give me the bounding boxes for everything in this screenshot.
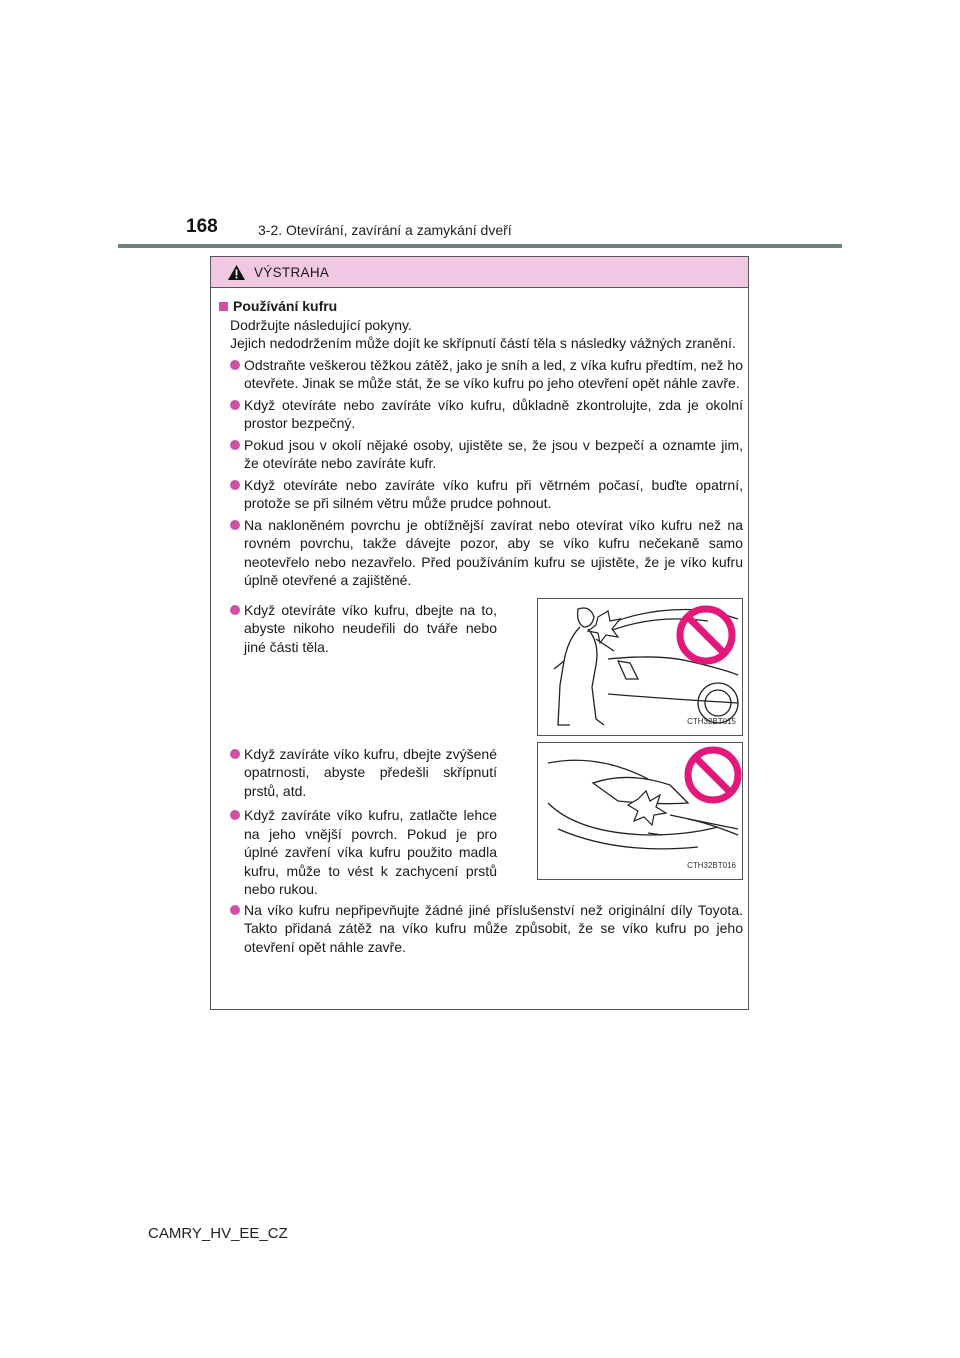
list-item	[219, 745, 497, 801]
illustration-trunk-opening	[537, 598, 743, 736]
list-item	[219, 356, 743, 393]
intro-line: Jejich nedodržením může dojít ke skřípnutí částí těla s následky vážných zranění.	[230, 335, 736, 351]
bullet-dot-icon	[230, 905, 240, 915]
warning-title: VÝSTRAHA	[254, 264, 330, 280]
bullet-dot-icon	[230, 400, 240, 410]
list-item	[219, 516, 743, 590]
list-item-text: Když otevíráte víko kufru, dbejte na to, abyste nikoho neudeřili do tváře nebo jiné části těla.	[244, 601, 497, 655]
bullet-dot-icon	[230, 520, 240, 530]
subheading	[219, 297, 743, 316]
list-item-text: Na víko kufru nepřipevňujte žádné jiné příslušenství než originální díly Toyota. Takto přidaná zátěž na víko kufru může způsobit, že se víko kufru po jeho otevření opět náhle zavře.	[244, 901, 743, 955]
bullet-dot-icon	[230, 360, 240, 370]
subheading-text: Používání kufru	[233, 298, 338, 314]
list-item-text: Pokud jsou v okolí nějaké osoby, ujistěte se, že jsou v bezpečí a oznamte jim, že otevíráte nebo zavíráte kufr.	[244, 436, 743, 471]
list-item	[219, 806, 497, 899]
figure-code: CTH32BT015	[687, 717, 736, 726]
bullet-dot-icon	[230, 749, 240, 759]
figure-row-2	[219, 742, 743, 899]
list-item-text: Když zavíráte víko kufru, zatlačte lehce na jeho vnější povrch. Pokud je pro úplné zavření víka kufru použito madla kufru, může to vést k zachycení prstů nebo rukou.	[244, 807, 497, 897]
bullet-dot-icon	[230, 440, 240, 450]
warning-triangle-icon	[227, 264, 246, 281]
list-item	[219, 476, 743, 513]
square-bullet-icon	[219, 302, 228, 311]
figure-2-text	[219, 742, 497, 899]
list-item-text: Když otevíráte nebo zavíráte víko kufru, důkladně zkontrolujte, zda je okolní prostor bezpečný.	[244, 396, 743, 431]
list-item-text: Když zavíráte víko kufru, dbejte zvýšené opatrnosti, abyste předešli skřípnutí prstů, atd.	[244, 745, 497, 799]
section-title: 3-2. Otevírání, zavírání a zamykání dveří	[258, 222, 512, 238]
page-number: 168	[186, 216, 218, 237]
figure-row-1	[219, 598, 743, 736]
list-item	[219, 436, 743, 473]
intro-line: Dodržujte následující pokyny.	[230, 316, 412, 333]
list-item-text: Na nakloněném povrchu je obtížnější zavírat nebo otevírat víko kufru než na rovném povrchu, takže dávejte pozor, aby se víko kufru nečekaně samo neotevřelo nebo nezavřelo. Před používáním kufru se ujistěte, že je víko kufru úplně otevřené a zajištěné.	[244, 516, 743, 588]
list-item-text: Když otevíráte nebo zavíráte víko kufru při větrném počasí, buďte opatrní, protože se při silném větru může prudce pohnout.	[244, 476, 743, 511]
list-item	[219, 601, 497, 657]
prohibition-icon	[688, 750, 738, 800]
warning-box	[210, 256, 749, 1010]
bullet-dot-icon	[230, 810, 240, 820]
list-item-text: Odstraňte veškerou těžkou zátěž, jako je sníh a led, z víka kufru předtím, než ho otevřete. Jinak se může stát, že se víko kufru po jeho otevření opět náhle zavře.	[244, 356, 743, 391]
document-code: CAMRY_HV_EE_CZ	[148, 1225, 288, 1242]
list-item	[219, 901, 743, 957]
bullet-dot-icon	[230, 480, 240, 490]
warning-header	[211, 257, 748, 288]
list-item	[219, 396, 743, 433]
prohibition-icon	[680, 609, 732, 661]
figure-1-text	[219, 598, 497, 736]
warning-content	[219, 297, 743, 956]
bullet-dot-icon	[230, 605, 240, 615]
header-rule	[118, 244, 842, 248]
figure-code: CTH32BT016	[687, 861, 736, 870]
illustration-trunk-closing	[537, 742, 743, 880]
